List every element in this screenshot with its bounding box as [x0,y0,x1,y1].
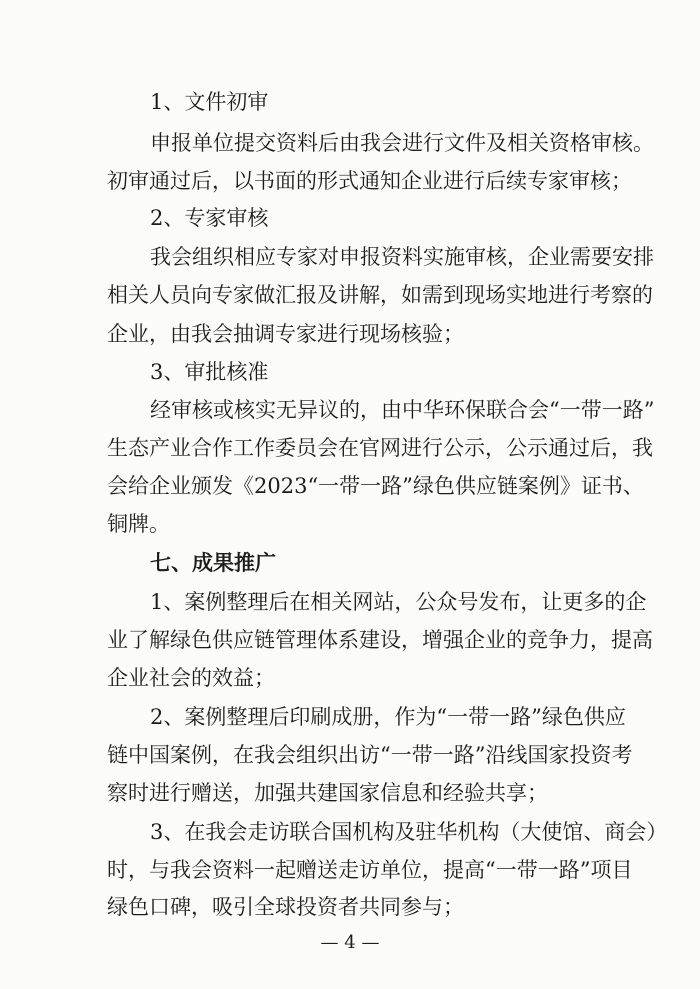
step-3-paragraph-line: 会给企业颁发《2023“一带一路”绿色供应链案例》证书、 [107,474,644,498]
promotion-2-paragraph-line: 察时进行赠送，加强共建国家信息和经验共享； [107,781,548,805]
section-heading-results-promotion: 七、成果推广 [150,550,276,575]
step-2-paragraph-line: 相关人员向专家做汇报及讲解，如需到现场实地进行考察的 [107,283,653,307]
promotion-3-paragraph-line: 时，与我会资料一起赠送走访单位，提高“一带一路”项目 [107,858,633,882]
page-number: — 4 — [320,932,380,953]
step-1-heading: 1、文件初审 [150,90,269,114]
step-3-paragraph-line: 生态产业合作工作委员会在官网进行公示，公示通过后，我 [107,436,653,460]
promotion-3-paragraph-line: 3、在我会走访联合国机构及驻华机构（大使馆、商会） [150,820,668,844]
step-3-heading: 3、审批核准 [150,360,269,384]
promotion-1-paragraph-line: 1、案例整理后在相关网站，公众号发布，让更多的企 [150,590,647,614]
step-3-paragraph-line: 铜牌。 [107,512,170,536]
promotion-3-paragraph-line: 绿色口碑，吸引全球投资者共同参与； [107,895,464,919]
step-2-heading: 2、专家审核 [150,206,269,230]
promotion-2-paragraph-line: 2、案例整理后印刷成册，作为“一带一路”绿色供应 [150,705,626,729]
step-1-paragraph-line: 申报单位提交资料后由我会进行文件及相关资格审核。 [150,131,654,155]
promotion-1-paragraph-line: 业了解绿色供应链管理体系建设，增强企业的竞争力，提高 [107,628,653,652]
step-1-paragraph-line: 初审通过后，以书面的形式通知企业进行后续专家审核； [107,169,632,193]
promotion-1-paragraph-line: 企业社会的效益； [107,666,275,690]
promotion-2-paragraph-line: 链中国案例，在我会组织出访“一带一路”沿线国家投资考 [107,743,633,767]
step-2-paragraph-line: 企业，由我会抽调专家进行现场核验； [107,322,464,346]
step-2-paragraph-line: 我会组织相应专家对申报资料实施审核，企业需要安排 [150,245,654,269]
step-3-paragraph-line: 经审核或核实无异议的，由中华环保联合会“一带一路” [150,398,655,422]
